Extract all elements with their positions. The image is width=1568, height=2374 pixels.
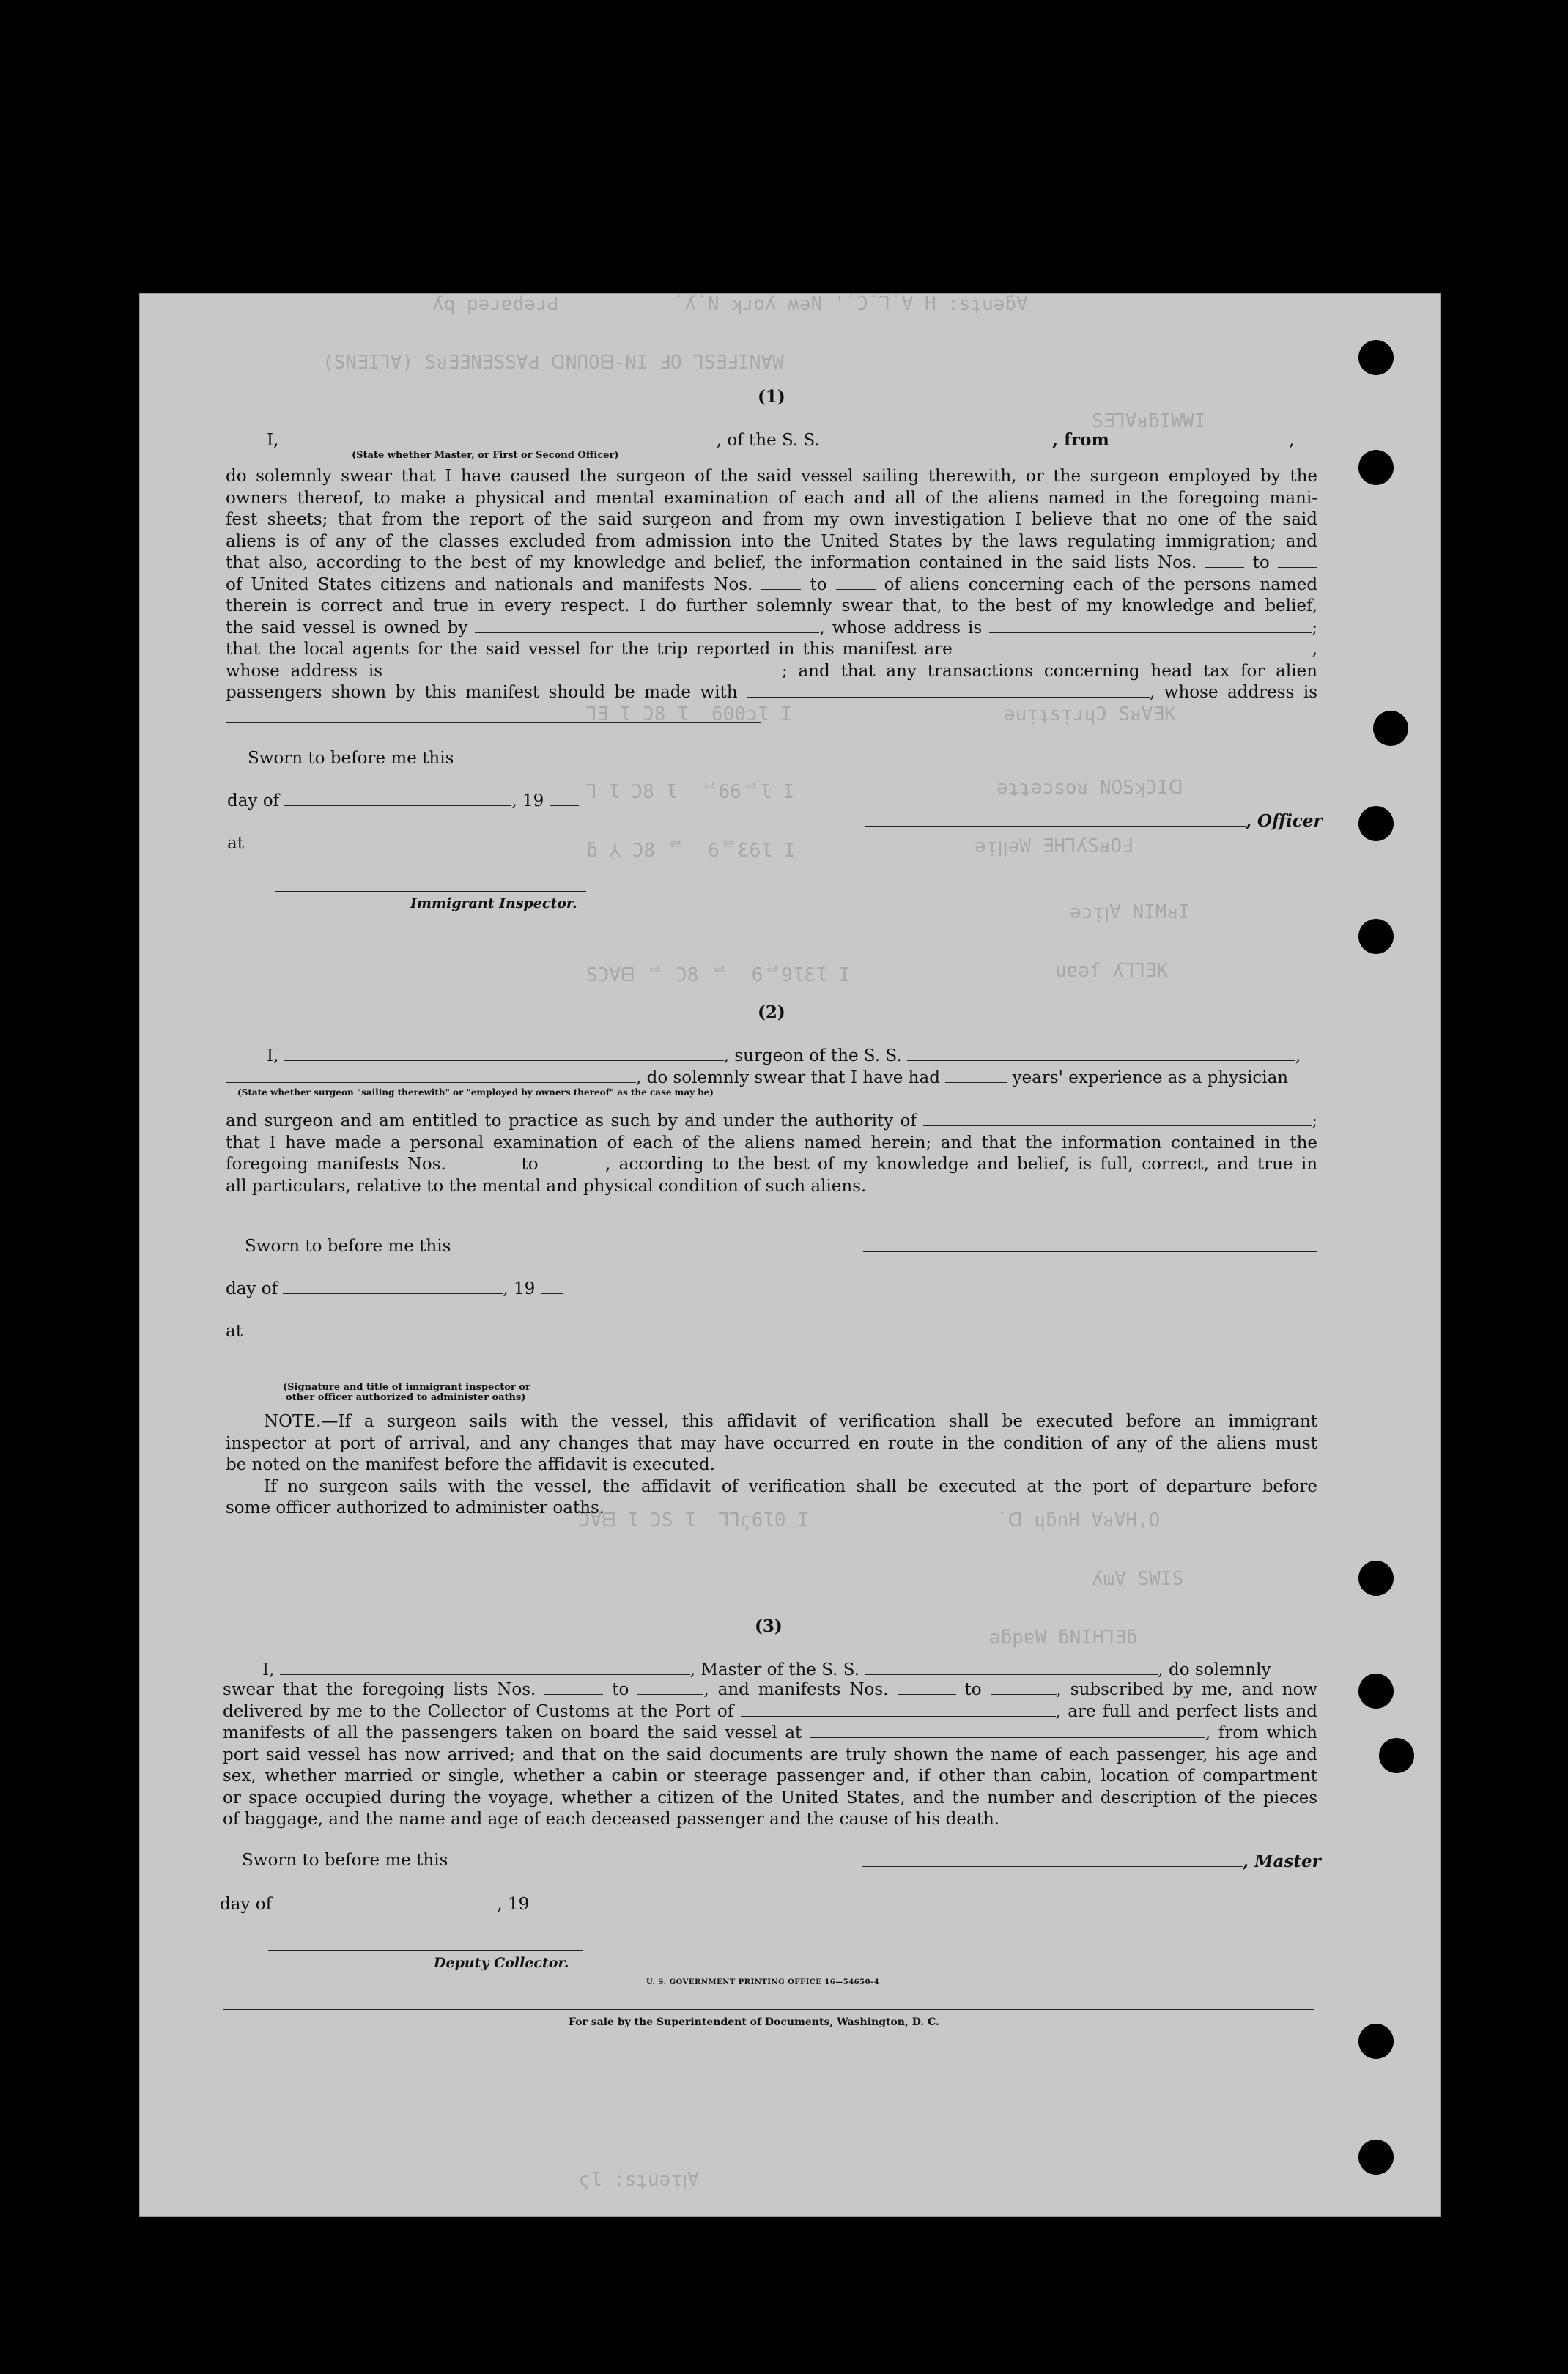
day-of-month-blank[interactable] (284, 791, 511, 806)
agent-address-blank[interactable] (393, 661, 782, 676)
note-line: inspector at port of arrival, and any changes that may have occurred en route in the condition of any of the aliens must (226, 1433, 1317, 1453)
lists-to-blank[interactable] (637, 1679, 703, 1695)
lists-from-blank[interactable] (544, 1679, 603, 1695)
sworn-line-1: Sworn to before me this (248, 747, 569, 769)
signature-caption: other officer authorized to administer oaths) (286, 1392, 526, 1403)
day-of-month-blank[interactable] (283, 1279, 503, 1294)
oath-line: fest sheets; that from the report of the said surgeon and from my own investigation I believe that no one of the said (226, 510, 1317, 529)
label-from: , from (1052, 430, 1109, 450)
sworn-date-blank[interactable] (459, 748, 569, 763)
note-line: NOTE.—If a surgeon sails with the vessel, this affidavit of verification shall be executed before an immigrant (264, 1412, 1317, 1431)
at-line-1: at (227, 832, 579, 854)
oath-line: whose address is ; and that any transactions concerning head tax for alien (226, 661, 1317, 681)
head-tax-contact-blank[interactable] (747, 682, 1150, 698)
year-blank[interactable] (535, 1894, 567, 1909)
oath-line: of United States citizens and nationals and manifests Nos. to of aliens concerning each of the persons named (226, 574, 1318, 594)
port-from-blank[interactable] (1114, 430, 1289, 445)
note-line: If no surgeon sails with the vessel, the affidavit of verification shall be executed at the port of departure before (264, 1476, 1317, 1496)
oath-line: that the local agents for the said vessel for the trip reported in this manifest are , (226, 640, 1317, 659)
oath-line: that also, according to the best of my knowledge and belief, the information contained in the said lists Nos. to (226, 552, 1317, 574)
master-line-1: I, , Master of the S. S. , do solemnly (262, 1660, 1271, 1679)
bleed-through-text: Ꞁ Ɩ Ɔ8 Ɩ ᄅ66ᄅƖ I (586, 781, 794, 803)
bleed-through-text: ǝɔᴉꞁⱯ NIMᴚI (1070, 901, 1190, 923)
list-no-from-blank[interactable] (1205, 552, 1244, 568)
section-3-number: (3) (755, 1616, 783, 1636)
manifests-from-blank[interactable] (898, 1679, 956, 1695)
label-i: I, (267, 431, 279, 450)
officer-label: , Officer (865, 810, 1323, 832)
punch-hole (1373, 711, 1408, 746)
bleed-through-text: ʎq pǝɹɐdǝɹԀ ˙ʎ˙N ʞɹoʎ ʍǝN '˙Ɔ˙Ꞁ˙Ɐ H :sʇuǝƃⱯ (432, 293, 1028, 315)
oath-line: therein is correct and true in every respect. I do further solemnly swear that, to the best of my knowledge and belief, (226, 596, 1317, 615)
manifest-no-from-blank[interactable] (761, 574, 801, 590)
bleed-through-text: ʎɯⱯ SWIS (1092, 1568, 1184, 1590)
surgeon-line-2: , do solemnly swear that I have had years' experience as a physician (226, 1067, 1288, 1089)
officer-title-blank[interactable] (865, 811, 1246, 827)
surgeon-line-1: I, , surgeon of the S. S. , (267, 1046, 1301, 1065)
punch-hole (1358, 806, 1394, 841)
sworn-line-3: Sworn to before me this (242, 1849, 578, 1871)
master-label: , Master (862, 1851, 1321, 1873)
year-blank[interactable] (541, 1279, 563, 1294)
surgeon-signature-line[interactable] (863, 1251, 1317, 1252)
surgeon-status-blank[interactable] (226, 1068, 636, 1083)
sale-note: For sale by the Superintendent of Documents, Washington, D. C. (569, 2016, 939, 2028)
note-line: some officer authorized to administer oaths. (226, 1498, 605, 1517)
punch-hole (1358, 919, 1394, 954)
punch-hole (1358, 340, 1394, 375)
oath-line: of baggage, and the name and age of each deceased passenger and the cause of his death. (223, 1810, 1000, 1829)
manifest-no-to-blank[interactable] (836, 574, 876, 590)
oath-line: the said vessel is owned by , whose address is ; (226, 618, 1318, 637)
oath-line: passengers shown by this manifest should be made with , whose address is (226, 683, 1317, 702)
bleed-through-text: (SNƎIꞀⱯ) SᴚƎƎNƎSSⱯԀ ᗡNՈOᗺ-NI ℲO ꞀSƎℲINⱯW (322, 352, 784, 374)
oath-line: sex, whether married or single, whether a cabin or steerage passenger and, if other than cabin, location of compartment (223, 1767, 1317, 1786)
sworn-date-blank[interactable] (456, 1236, 574, 1251)
officer-name-blank[interactable] (284, 430, 717, 445)
port-of-customs-blank[interactable] (741, 1701, 1056, 1717)
rule-line (226, 722, 761, 723)
list-no-to-blank[interactable] (1278, 552, 1317, 568)
owner-blank[interactable] (475, 618, 819, 633)
oath-line: foregoing manifests Nos. to , according to the best of my knowledge and belief, is full, correct, and true in (226, 1155, 1318, 1174)
collector-signature-line[interactable] (268, 1950, 583, 1951)
at-place-blank[interactable] (248, 1321, 577, 1336)
bleed-through-text: ˙ᗡ ɥƃnH ⱯᴚⱯH,O (996, 1509, 1161, 1531)
oath-line: or space occupied during the voyage, whether a citizen of the United States, and the number and description of the pieces (223, 1788, 1317, 1808)
surgeon-name-blank[interactable] (284, 1046, 724, 1061)
inspector-label: Immigrant Inspector. (410, 895, 577, 911)
note-line: be noted on the manifest before the affidavit is executed. (226, 1455, 715, 1474)
at-place-blank[interactable] (249, 833, 579, 848)
oath-line: that I have made a personal examination of each of the aliens named herein; and that the information contained in the (226, 1133, 1317, 1153)
local-agents-blank[interactable] (961, 639, 1312, 654)
punch-hole (1358, 2140, 1394, 2175)
punch-hole (1358, 1674, 1394, 1709)
embarkation-port-blank[interactable] (810, 1723, 1205, 1738)
day-of-line-1: day of , 19 (227, 790, 579, 812)
bleed-through-text: ǝʇʇǝɔsoᴚ NOSʞƆIᗡ (996, 777, 1183, 799)
footer-rule (223, 2009, 1314, 2010)
oath-line: port said vessel has now arrived; and that on the said documents are truly shown the name of each passenger, his age and (223, 1745, 1317, 1764)
section-2-note (226, 1411, 1317, 1520)
master-signature-blank[interactable] (862, 1852, 1243, 1867)
years-experience-blank[interactable] (945, 1068, 1007, 1083)
bleed-through-text: ǝuᴉʇsᴉɹɥƆ SᴚⱯƎK (1004, 703, 1176, 725)
bleed-through-text: ƆⱯᗺ Ɩ ƆS Ɩ ꞀꞀϛ6Ɩ0 I (579, 1509, 809, 1531)
oath-line: and surgeon and am entitled to practice as such by and under the authority of ; (226, 1112, 1317, 1131)
at-line-2: at (226, 1320, 577, 1342)
bleed-through-text: ƃ ⅄ Ɔ8 ᄅ 6ᄅƐ6Ɩ I (586, 840, 796, 862)
bleed-through-text: ǝƃpɐW ƃNIHꞀƎƃ (989, 1627, 1138, 1649)
punch-hole (1358, 450, 1394, 485)
sworn-date-blank[interactable] (454, 1850, 578, 1865)
day-of-line-3: day of , 19 (220, 1893, 567, 1915)
day-of-month-blank[interactable] (277, 1894, 497, 1909)
authority-blank[interactable] (923, 1111, 1312, 1126)
surgeon-manifest-to-blank[interactable] (547, 1154, 605, 1169)
surgeon-vessel-blank[interactable] (907, 1046, 1295, 1061)
printing-office-note: U. S. GOVERNMENT PRINTING OFFICE 16—54650-4 (646, 1978, 880, 1986)
bleed-through-text: SƎꞀⱯᴚƃIWWI (1092, 410, 1206, 432)
oath-line: delivered by me to the Collector of Customs at the Port of , are full and perfect lists and (223, 1701, 1318, 1721)
oath-line: do solemnly swear that I have caused the surgeon of the said vessel sailing therewith, or the surgeon employed by the (226, 467, 1317, 486)
oath-line: swear that the foregoing lists Nos. to , and manifests Nos. to , subscribed by me, and now (223, 1680, 1318, 1699)
section-1-number: (1) (758, 387, 785, 407)
punch-hole (1379, 1738, 1414, 1773)
master-name-blank[interactable] (280, 1660, 690, 1675)
section-2-oath-text (226, 1111, 1317, 1197)
bleed-through-text: ϛƖ :sʇuǝᴉꞁⱯ (579, 2169, 699, 2191)
bleed-through-text: ꞀƎ Ɩ Ɔ8 Ɩ 600ɔƖ I (586, 703, 792, 725)
vessel-name-blank[interactable] (825, 430, 1052, 445)
signature-caption: (Signature and title of immigrant inspector or (283, 1382, 530, 1393)
manifests-to-blank[interactable] (991, 1679, 1057, 1695)
collector-label: Deputy Collector. (434, 1955, 569, 1971)
bleed-through-text: ǝᴉꞁꞁǝW ƎHꞀʎSᴚOℲ (975, 835, 1134, 857)
punch-hole (1358, 2024, 1394, 2059)
label-of-ss: , of the S. S. (716, 431, 820, 450)
master-vessel-blank[interactable] (865, 1660, 1158, 1675)
section-3-oath-text (223, 1679, 1317, 1831)
oath-line: manifests of all the passengers taken on board the said vessel at , from which (223, 1723, 1317, 1742)
inspector-signature-line[interactable] (275, 891, 586, 892)
oath-line: owners thereof, to make a physical and mental examination of each and all of the aliens named in the foregoing mani- (226, 488, 1317, 508)
section-1-oath-line: I, , of the S. S. , from , (267, 430, 1295, 450)
owner-address-blank[interactable] (989, 618, 1312, 633)
section-2-number: (2) (758, 1002, 785, 1022)
section-1-oath-text (226, 466, 1317, 704)
surgeon-manifest-from-blank[interactable] (454, 1154, 513, 1169)
bleed-through-text: uɐǝſ ʎꞀꞀƎK (1055, 960, 1169, 982)
bleed-through-text: SƆⱯᗺ ᄅ Ɔ8 ᄅ 6ᄅ9ƖƐƖ I (586, 964, 851, 986)
officer-caption: (State whether Master, or First or Second Officer) (352, 450, 619, 461)
surgeon-caption: (State whether surgeon "sailing therewith" or "employed by owners thereof" as the case may be) (237, 1087, 714, 1098)
punch-hole (1358, 1561, 1394, 1596)
day-of-line-2: day of , 19 (226, 1278, 563, 1300)
year-blank[interactable] (550, 791, 579, 806)
oath-line: aliens is of any of the classes excluded from admission into the United States by the laws regulating immigration; and (226, 531, 1317, 551)
form-page (139, 293, 1441, 2217)
sworn-line-2: Sworn to before me this (245, 1235, 574, 1257)
oath-line: all particulars, relative to the mental and physical condition of such aliens. (226, 1176, 867, 1196)
